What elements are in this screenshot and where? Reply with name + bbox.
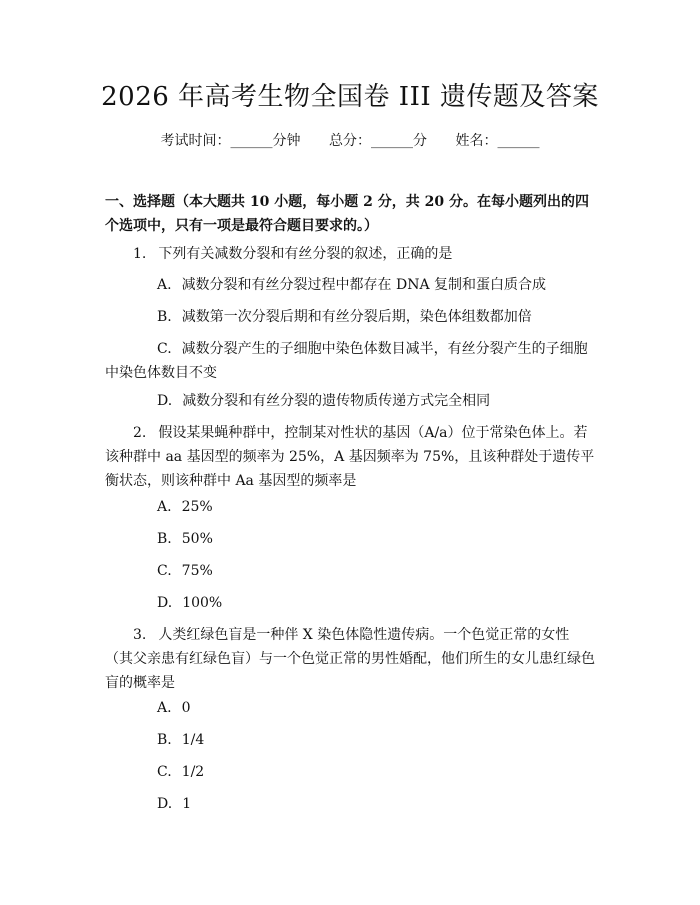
option-letter: D. — [157, 393, 173, 409]
option-text: 50% — [181, 531, 213, 547]
question-3-option-a — [157, 696, 595, 720]
question-2-option-a — [157, 495, 595, 519]
question-3-option-c — [157, 760, 595, 784]
option-text: 减数分裂和有丝分裂过程中都存在 DNA 复制和蛋白质合成 — [181, 277, 547, 293]
option-text: 0 — [181, 700, 191, 716]
question-2-stem — [105, 421, 595, 493]
option-text: 减数第一次分裂后期和有丝分裂后期，染色体组数都加倍 — [181, 309, 532, 325]
option-letter: B. — [157, 531, 172, 547]
question-number: 3. — [133, 627, 147, 643]
student-name-field: 姓名：______ — [455, 133, 540, 149]
exam-meta-row — [0, 131, 700, 151]
question-1-option-d — [157, 389, 595, 413]
question-text: 假设某果蝇种群中，控制某对性状的基因（A/a）位于常染色体上。若该种群中 aa 基因型的频率为 25%，A 基因频率为 75%，且该种群处于遗传平衡状态，则该种群中 Aa 基因型的频率是 — [105, 425, 595, 489]
question-text: 人类红绿色盲是一种伴 X 染色体隐性遗传病。一个色觉正常的女性（其父亲患有红绿色盲）与一个色觉正常的男性婚配，他们所生的女儿患红绿色盲的概率是 — [105, 627, 595, 691]
question-3-stem — [105, 623, 595, 695]
option-letter: C. — [157, 764, 172, 780]
question-text: 下列有关减数分裂和有丝分裂的叙述，正确的是 — [158, 246, 453, 262]
question-3-option-b — [157, 728, 595, 752]
question-1-option-c — [105, 337, 595, 385]
exam-time-field: 考试时间：______分钟 — [160, 133, 301, 149]
section-heading: 一、选择题（本大题共 10 小题，每小题 2 分，共 20 分。在每小题列出的四个选项中，只有一项是最符合题目要求的。） — [105, 194, 589, 234]
option-letter: A. — [157, 700, 172, 716]
option-text: 25% — [181, 499, 213, 515]
option-text: 100% — [182, 595, 223, 611]
option-letter: A. — [157, 499, 172, 515]
total-score-field: 总分：______分 — [329, 133, 427, 149]
question-1-option-a — [157, 273, 595, 297]
option-text: 1/2 — [181, 764, 205, 780]
question-2-option-c — [157, 559, 595, 583]
option-text: 减数分裂和有丝分裂的遗传物质传递方式完全相同 — [182, 393, 491, 409]
question-2-option-b — [157, 527, 595, 551]
option-letter: C. — [157, 341, 172, 357]
question-2-option-d — [157, 591, 595, 615]
option-letter: B. — [157, 309, 172, 325]
option-text: 1 — [182, 796, 192, 812]
page-title: 2026 年高考生物全国卷 III 遗传题及答案 — [101, 82, 599, 112]
option-letter: B. — [157, 732, 172, 748]
question-number: 2. — [133, 425, 147, 441]
question-1-option-b — [157, 305, 595, 329]
option-letter: D. — [157, 796, 173, 812]
question-1-stem — [105, 242, 595, 266]
option-text: 1/4 — [181, 732, 205, 748]
option-text: 75% — [181, 563, 213, 579]
option-letter: D. — [157, 595, 173, 611]
option-letter: C. — [157, 563, 172, 579]
option-letter: A. — [157, 277, 172, 293]
question-number: 1. — [133, 246, 147, 262]
question-3-option-d — [157, 792, 595, 816]
option-text: 减数分裂产生的子细胞中染色体数目减半，有丝分裂产生的子细胞中染色体数目不变 — [105, 341, 588, 381]
